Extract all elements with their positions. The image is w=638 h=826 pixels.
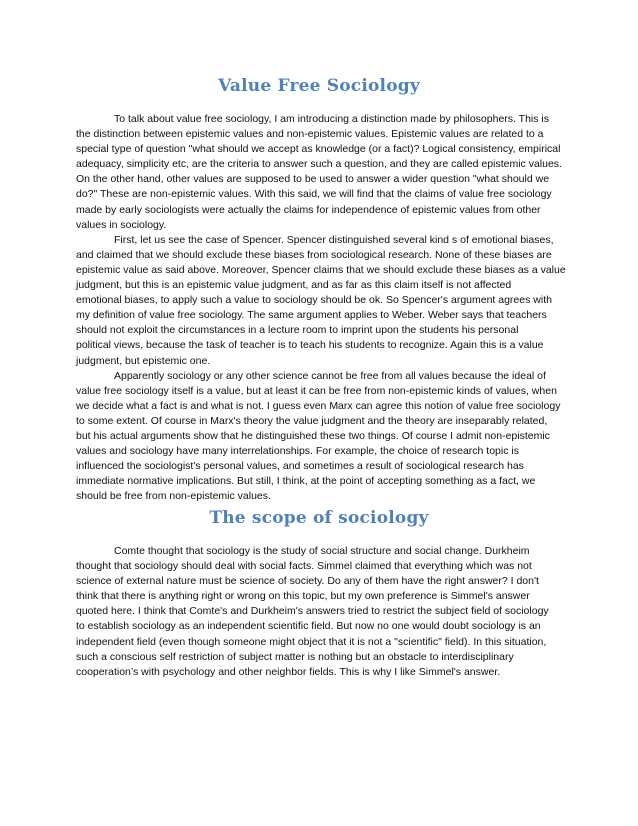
text-line: should not exploit the circumstances in a lecture room to imprint upon the students his personal (76, 324, 519, 337)
text-line: we decide what a fact is and what is not. I guess even Marx can agree this notion of value free sociology (76, 399, 561, 412)
text-line: influenced the sociologist's personal values, and sometimes a result of sociological research has (76, 460, 524, 473)
text-line: emotional biases, to apply such a value to sociology should be ok. So Spencer's argument agrees with (76, 294, 552, 307)
text-line: thought that sociology should deal with social facts. Simmel claimed that everything which was not (76, 560, 532, 573)
text-line: and claimed that we should exclude these biases from sociological research. None of these biases are (76, 248, 552, 261)
text-line: to establish sociology as an independent scientific field. But now no one would doubt sociology is an (76, 620, 541, 633)
text-line: quoted here. I think that Comte's and Durkheim's answers tried to restrict the subject field of sociology (76, 605, 549, 618)
text-line: To talk about value free sociology, I am introducing a distinction made by philosophers. This is (114, 113, 550, 125)
text-line: think that there is anything right or wrong on this topic, but my own preference is Simmel's answer (76, 590, 530, 603)
text-line: should be free from non-epistemic values. (76, 490, 271, 503)
paragraph (76, 369, 566, 505)
text-line: special type of question "what should we accept as knowledge (or a fact)? Logical consistency, empirical (76, 143, 561, 156)
text-line: values in sociology. (76, 218, 167, 231)
text-line: the distinction between epistemic values and non-epistemic values. Epistemic values are related to a (76, 128, 544, 141)
text-line: my definition of value free sociology. The same argument applies to Weber. Weber says that teachers (76, 309, 547, 322)
text-line: adequacy, simplicity etc, are the criteria to answer such a question, and they are called epistemic values. (76, 158, 562, 171)
paragraph (76, 233, 566, 369)
text-line: science of external nature must be science of society. Do any of them have the right answer? I don't (76, 575, 539, 588)
section-body-value-free-sociology (76, 112, 566, 504)
text-line: political views, because the task of teacher is to teach his students to recognize. Again this is a value (76, 339, 544, 352)
section-body-scope-of-sociology (76, 544, 566, 680)
text-line: to some extent. Of course in Marx's theory the value judgment and the theory are inseparably related, (76, 414, 548, 427)
text-line: judgment, but this is an epistemic value judgment, and as far as this claim itself is not affected (76, 279, 512, 292)
text-line: epistemic value as said above. Moreover, Spencer claims that we should exclude these biases as a value (76, 263, 566, 276)
text-line: Apparently sociology or any other science cannot be free from all values because the ideal of (114, 369, 546, 382)
text-line: independent field (even though someone might object that it is not a "scientific" field). In this situation, (76, 635, 547, 648)
text-line: made by early sociologists were actually the claims for independence of epistemic values from other (76, 203, 541, 216)
text-line: such a conscious self restriction of subject matter is nothing but an obstacle to interdisciplinary (76, 650, 514, 663)
text-line: judgment, but epistemic one. (76, 354, 211, 367)
text-line: value free sociology itself is a value, but at least it can be free from non-epistemic kinds of values, when (76, 384, 557, 397)
text-line: On the other hand, other values are supposed to be used to answer a wider question "what should we (76, 173, 550, 186)
paragraph (76, 112, 566, 233)
text-line: immediate normative implications. But still, I think, at the point of accepting something as a fact, we (76, 475, 536, 488)
paragraph (76, 544, 566, 680)
text-line: cooperation’s with psychology and other neighbor fields. This is why I like Simmel's answer. (76, 665, 501, 678)
text-line: values and sociology have many interrelationships. For example, the choice of research topic is (76, 445, 519, 458)
text-line: Comte thought that sociology is the study of social structure and social change. Durkheim (114, 545, 530, 557)
text-line: First, let us see the case of Spencer. Spencer distinguished several kind s of emotional biases, (114, 233, 554, 246)
section-title-value-free-sociology: Value Free Sociology (218, 76, 420, 96)
text-line: do?" These are non-epistemic values. With this said, we will find that the claims of value free sociology (76, 188, 552, 201)
text-line: but his actual arguments show that he distinguished these two things. Of course I admit non-epistemic (76, 429, 550, 442)
section-title-scope-of-sociology: The scope of sociology (209, 508, 429, 528)
